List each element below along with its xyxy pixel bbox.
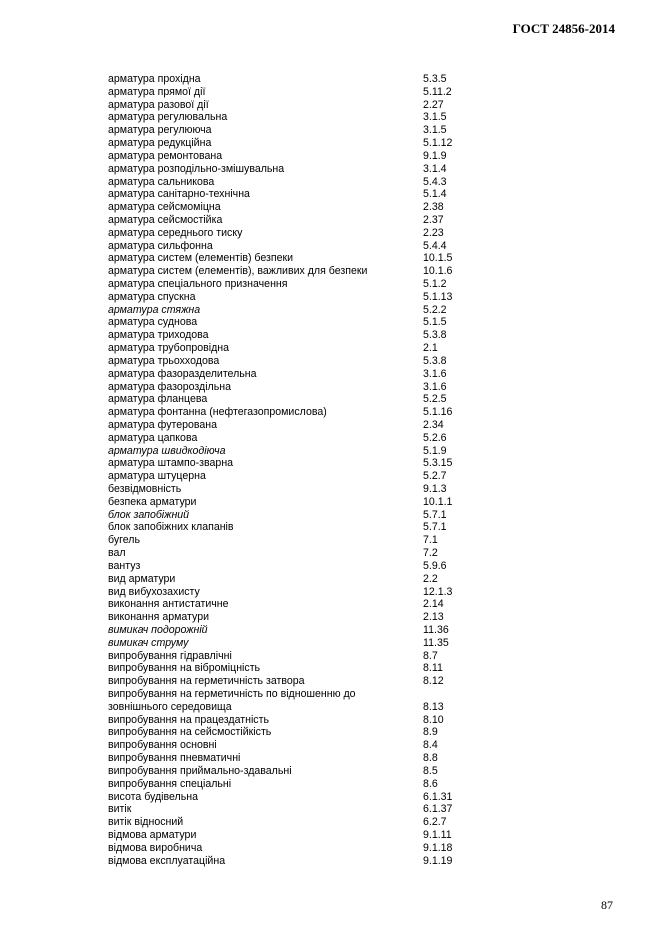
index-term: випробування основні [108,739,217,752]
index-reference: 2.23 [423,226,444,239]
index-entry [108,586,488,599]
index-term: блок запобіжних клапанів [108,521,234,534]
index-term: арматура сейсмоміцна [108,201,221,214]
index-entry [108,291,488,304]
index-reference: 2.14 [423,598,444,611]
index-term: випробування на герметичність по відношенню до [108,688,356,700]
index-reference: 5.3.5 [423,73,447,85]
index-entry [108,86,488,99]
index-entry [108,598,488,611]
index-entry [108,534,488,547]
index-term: арматура регулююча [108,124,212,137]
index-term: вид арматури [108,572,176,585]
index-entry [108,765,488,778]
index-entry [108,188,488,201]
index-entry [108,252,488,265]
index-entry [108,611,488,624]
index-reference: 5.4.3 [423,175,447,188]
index-term: арматура цапкова [108,431,198,444]
index-entry [108,137,488,150]
index-reference: 6.1.37 [423,803,453,816]
index-entry [108,163,488,176]
index-entry [108,778,488,791]
index-entry [108,445,488,458]
index-entry [108,124,488,137]
index-reference: 10.1.5 [423,252,453,265]
index-entry [108,624,488,637]
index-term: арматура трьохходова [108,354,220,367]
index-reference: 5.4.4 [423,239,447,252]
index-term: відмова експлуатаційна [108,854,226,867]
index-term: арматура швидкодіюча [108,444,226,457]
index-entry [108,547,488,560]
index-entry [108,816,488,829]
index-term: арматура стяжна [108,303,201,316]
index-reference: 5.1.4 [423,188,447,201]
index-term: арматура спеціального призначення [108,278,288,290]
index-reference: 3.1.6 [423,367,447,380]
index-entry [108,521,488,534]
index-term: арматура сейсмостійка [108,213,223,226]
index-reference: 9.1.11 [423,828,452,841]
index-entry [108,509,488,522]
index-entry [108,637,488,650]
index-term: арматура спускна [108,290,196,303]
index-entry [108,483,488,496]
index-reference: 7.1 [423,534,438,547]
index-reference: 5.2.6 [423,431,447,444]
index-reference: 5.9.6 [423,559,447,572]
index-entry [108,111,488,124]
index-entry [108,573,488,586]
index-entry [108,329,488,342]
index-entry [108,855,488,868]
index-reference: 8.12 [423,675,444,688]
index-entry [108,393,488,406]
index-term: арматура трубопровідна [108,342,230,355]
index-reference: 5.11.2 [423,85,452,98]
index-term: арматура разової дії [108,98,209,111]
index-entry [108,304,488,317]
index-term: арматура фазороздільна [108,380,231,393]
index-term: арматура санітарно-технічна [108,188,250,201]
index-term: арматура фазоразделительна [108,367,257,380]
index-entry [108,714,488,727]
index-reference: 8.5 [423,764,438,777]
index-term: вал [108,547,126,560]
index-entry [108,201,488,214]
document-code-header: ГОСТ 24856-2014 [512,21,615,36]
index-term: арматура штуцерна [108,470,206,483]
index-reference: 5.2.2 [423,303,447,316]
index-term: арматура штампо-зварна [108,457,234,470]
index-reference: 2.37 [423,213,444,226]
index-entry [108,368,488,381]
index-term: арматура сильфонна [108,239,213,252]
index-reference: 8.9 [423,726,438,739]
index-term: арматура середнього тиску [108,226,243,239]
index-term: арматура прямої дії [108,85,206,98]
index-entry [108,316,488,329]
index-entry [108,560,488,573]
page-number: 87 [601,898,613,912]
index-entry [108,176,488,189]
index-reference: 5.7.1 [423,521,447,534]
index-term: арматура триходова [108,329,209,342]
index-reference: 6.1.31 [423,790,453,803]
index-entry [108,726,488,739]
index-term: зовнішнього середовища [108,700,232,713]
index-term: арматура футерована [108,418,218,431]
index-term: безвідмовність [108,483,182,495]
index-term: арматура фланцева [108,393,208,406]
index-term: арматура прохідна [108,73,201,85]
index-reference: 5.1.5 [423,316,447,329]
index-term: арматура систем (елементів), важливих для безпеки [108,265,368,278]
index-entry [108,355,488,368]
index-reference: 7.2 [423,547,438,560]
index-entry [108,675,488,688]
index-reference: 10.1.1 [423,495,453,508]
index-reference: 5.1.9 [423,444,447,457]
index-entry [108,227,488,240]
index-reference: 9.1.18 [423,841,453,854]
index-term: вантуз [108,559,141,572]
index-entry [108,739,488,752]
index-reference: 8.6 [423,777,438,790]
index-reference: 3.1.5 [423,124,447,137]
index-entry [108,650,488,663]
index-reference: 10.1.6 [423,265,453,278]
index-term: бугель [108,534,141,547]
index-entry [108,278,488,291]
index-term: вимикач подорожній [108,623,208,636]
index-reference: 11.35 [423,636,449,649]
index-term: арматура регулювальна [108,111,228,124]
index-entry [108,150,488,163]
index-reference: 5.7.1 [423,508,447,521]
index-entry [108,432,488,445]
index-reference: 5.1.12 [423,137,453,150]
index-reference: 5.1.13 [423,290,453,303]
index-reference: 5.3.8 [423,329,447,342]
index-entry [108,419,488,432]
index-reference: 5.3.8 [423,354,447,367]
index-reference: 3.1.6 [423,380,447,393]
index-term: випробування на віброміцність [108,662,261,675]
index-reference: 8.8 [423,752,438,765]
index-reference: 8.11 [423,662,443,675]
index-term: витік відносний [108,816,184,829]
index-term: відмова арматури [108,828,197,841]
index-reference: 12.1.3 [423,585,453,598]
index-term: випробування гідравлічні [108,649,232,662]
index-entry [108,791,488,804]
index-reference: 5.3.15 [423,457,453,470]
index-entry [108,73,488,86]
index-reference: 9.1.19 [423,854,453,867]
index-entry [108,496,488,509]
index-entry [108,688,488,701]
index-term: випробування спеціальні [108,777,232,790]
index-entry [108,381,488,394]
index-reference: 8.7 [423,649,438,662]
index-entry [108,342,488,355]
index-term: випробування на працездатність [108,713,269,726]
index-entry [108,752,488,765]
index-reference: 2.1 [423,342,438,355]
index-reference: 5.1.2 [423,278,447,290]
index-entry [108,842,488,855]
index-entry [108,457,488,470]
index-reference: 2.27 [423,98,444,111]
index-term: вид вибухозахисту [108,585,200,598]
index-entry [108,406,488,419]
index-entry [108,829,488,842]
index-entry [108,265,488,278]
index-term: арматура систем (елементів) безпеки [108,252,294,265]
index-entry [108,470,488,483]
index-term: витік [108,803,132,816]
index-entry [108,701,488,714]
index-term: безпека арматури [108,495,197,508]
index-reference: 8.13 [423,700,444,713]
index-term: вимикач струму [108,636,189,649]
index-entry [108,803,488,816]
term-index-list [108,73,488,867]
index-term: арматура суднова [108,316,198,329]
index-entry [108,240,488,253]
index-term: арматура редукційна [108,137,212,150]
index-term: арматура фонтанна (нефтегазопромислова) [108,406,327,419]
index-term: арматура розподільно-змішувальна [108,162,285,175]
index-reference: 2.38 [423,201,444,214]
index-term: виконання антистатичне [108,598,229,611]
index-reference: 3.1.5 [423,111,447,124]
index-reference: 9.1.3 [423,483,447,495]
index-reference: 5.1.16 [423,406,453,419]
index-term: випробування на герметичність затвора [108,675,305,688]
index-term: арматура сальникова [108,175,215,188]
index-reference: 11.36 [423,623,449,636]
index-reference: 2.13 [423,611,444,624]
index-term: блок запобіжний [108,508,190,521]
index-entry [108,214,488,227]
index-term: відмова виробнича [108,841,203,854]
index-reference: 2.34 [423,418,444,431]
index-reference: 8.4 [423,739,438,752]
index-term: арматура ремонтована [108,149,223,162]
index-reference: 9.1.9 [423,149,447,162]
index-term: виконання арматури [108,611,209,624]
index-reference: 6.2.7 [423,816,447,829]
index-reference: 3.1.4 [423,162,447,175]
index-term: випробування приймально-здавальні [108,764,292,777]
index-term: висота будівельна [108,790,198,803]
index-term: випробування пневматичні [108,752,241,765]
index-term: випробування на сейсмостійкість [108,726,272,739]
index-entry [108,99,488,112]
index-reference: 5.2.7 [423,470,447,483]
index-reference: 8.10 [423,713,444,726]
index-reference: 5.2.5 [423,393,447,406]
index-entry [108,662,488,675]
index-reference: 2.2 [423,572,438,585]
